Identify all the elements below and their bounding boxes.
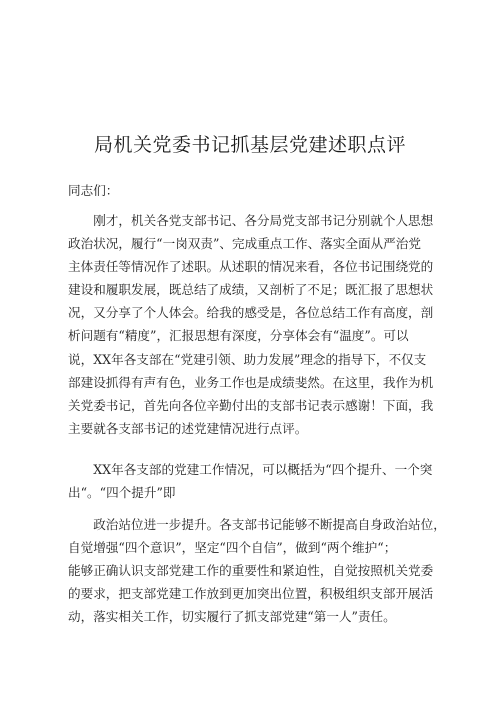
paragraph-line: 政治状况，履行“一岗双责”、完成重点工作、落实全面从严治党 <box>68 236 421 252</box>
paragraph-line: 主要就各支部书记的述党建情况进行点评。 <box>68 420 308 436</box>
paragraph-line: 出“。“四个提升”即 <box>68 485 176 501</box>
paragraph-line: 况，又分享了个人体会。给我的感受是，各位总结工作有高度，剖 <box>68 305 434 321</box>
salutation: 同志们： <box>68 183 119 198</box>
paragraph-line: 主体责任等情况作了述职。从述职的情况来看，各位书记围绕党的 <box>68 259 434 275</box>
paragraph-line: 动，落实相关工作，切实履行了抓支部党建“第一人”责任。 <box>68 609 396 625</box>
paragraph-line: 说，XX年各支部在“党建引领、助力发展”理念的指导下，不仅支 <box>68 351 427 367</box>
paragraph-line: 关党委书记，首先向各位辛勤付出的支部书记表示感谢！下面，我 <box>68 397 434 413</box>
paragraph-2 <box>68 458 448 504</box>
paragraph-line: XX年各支部的党建工作情况，可以概括为“四个提升、一个突 <box>68 462 433 477</box>
paragraph-line: 能够正确认识支部党建工作的重要性和紧迫性，自觉按照机关党委 <box>68 563 434 579</box>
document-title: 局机关党委书记抓基层党建述职点评 <box>93 134 406 156</box>
paragraph-line: 刚才，机关各党支部书记、各分局党支部书记分别就个人思想 <box>68 213 434 228</box>
paragraph-line: 析问题有“精度”，汇报思想有深度，分享体会有“温度”。可以 <box>68 328 409 344</box>
paragraph-line: 政治站位进一步提升。各支部书记能够不断提高自身政治站位， <box>68 517 446 532</box>
paragraph-3 <box>68 513 448 628</box>
paragraph-line: 部建设抓得有声有色，业务工作也是成绩斐然。在这里，我作为机 <box>68 374 434 390</box>
paragraph-1 <box>68 209 448 440</box>
paragraph-line: 建设和履职发展，既总结了成绩，又剖析了不足；既汇报了思想状 <box>68 282 434 298</box>
paragraph-line: 的要求，把支部党建工作放到更加突出位置，积极组织支部开展活 <box>68 586 434 602</box>
paragraph-line: 自觉增强“四个意识”，坚定“四个自信”，做到“两个维护“； <box>68 540 397 556</box>
